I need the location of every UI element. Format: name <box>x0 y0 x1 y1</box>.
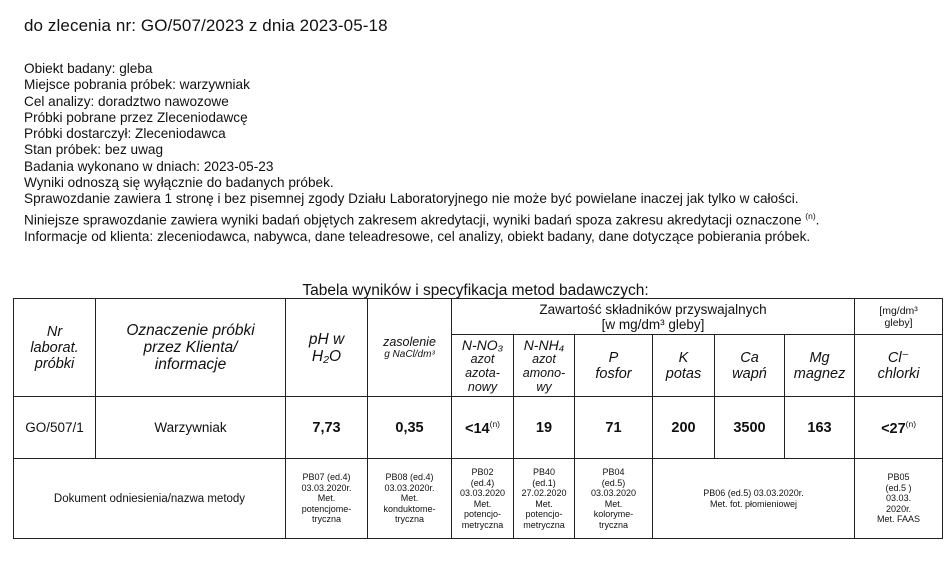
method-p: PB04 (ed.5) 03.03.2020 Met. koloryme- tryczna <box>575 459 653 539</box>
header-k: K potas <box>653 335 715 397</box>
header-mg: Mg magnez <box>785 335 855 397</box>
cell-mg: 163 <box>785 397 855 459</box>
accreditation-text: Niniejsze sprawozdanie zawiera wyniki badań objętych zakresem akredytacji, wyniki badań spoza zakresu akredytacji oznaczone <box>24 212 802 228</box>
info-line: Badania wykonano w dniach: 2023-05-23 <box>24 158 274 174</box>
cell-ph: 7,73 <box>286 397 368 459</box>
cell-sample: Warzywniak <box>96 397 286 459</box>
header-sample-id: Oznaczenie próbki przez Klienta/ informacje <box>96 299 286 397</box>
header-lab-no: Nr laborat. próbki <box>14 299 96 397</box>
results-table <box>13 298 943 539</box>
table-row <box>14 397 943 459</box>
accreditation-line <box>24 208 934 229</box>
header-ph: pH w H₂O <box>286 299 368 397</box>
header-ca: Ca wapń <box>715 335 785 397</box>
header-salinity: zasolenie g NaCl/dm³ <box>368 299 452 397</box>
order-line: do zlecenia nr: GO/507/2023 z dnia 2023-05-18 <box>24 16 388 35</box>
method-nh4: PB40 (ed.1) 27.02.2020 Met. potencjo- metryczna <box>514 459 575 539</box>
info-line: Sprawozdanie zawiera 1 stronę i bez pisemnej zgody Działu Laboratoryjnego nie może być powielane inaczej jak tylko w całości. <box>24 191 799 207</box>
cell-k: 200 <box>653 397 715 459</box>
info-line: Cel analizy: doradztwo nawozowe <box>24 93 229 109</box>
cell-cl: $<27^{(n)}$ <box>855 397 943 459</box>
methods-row <box>14 459 943 539</box>
header-nutrients-group: Zawartość składników przyswajalnych [w mg/dm³ gleby] <box>452 299 855 335</box>
table-caption: Tabela wyników i specyfikacja metod badawczych: <box>302 282 649 299</box>
method-no3: PB02 (ed.4) 03.03.2020 Met. potencjo- metryczna <box>452 459 514 539</box>
info-line: Próbki pobrane przez Zleceniodawcę <box>24 109 248 125</box>
cell-ca: 3500 <box>715 397 785 459</box>
cell-nh4: 19 <box>514 397 575 459</box>
accreditation-end: . <box>815 212 820 228</box>
non-accredited-mark: (n) <box>905 418 917 429</box>
info-line: Wyniki odnoszą się wyłącznie do badanych próbek. <box>24 175 334 191</box>
header-nh4: N-NH₄ azot amono- wy <box>514 335 575 397</box>
cell-p: 71 <box>575 397 653 459</box>
method-ph: PB07 (ed.4) 03.03.2020r. Met. potencjome- tryczna <box>286 459 368 539</box>
info-line: Stan próbek: bez uwag <box>24 142 164 158</box>
client-info-line: Informacje od klienta: zleceniodawca, nabywca, dane teleadresowe, cel analizy, obiekt badany, dane dotyczące pobierania próbek. <box>24 228 811 244</box>
info-line: Próbki dostarczył: Zleceniodawca <box>24 126 226 142</box>
header-p: P fosfor <box>575 335 653 397</box>
method-k-ca: PB06 (ed.5) 03.03.2020r. Met. fot. płomieniowej <box>653 459 855 539</box>
header-no3: N-NO₃ azot azota- nowy <box>452 335 514 397</box>
header-chloride-unit: [mg/dm³ gleby] <box>855 299 943 335</box>
non-accredited-mark: (n) <box>489 418 500 429</box>
cell-no3: $<14^{(n)}$ <box>452 397 514 459</box>
method-mg: PB05 (ed.5 ) 03.03. 2020r. Met. FAAS <box>855 459 943 539</box>
report-info <box>24 61 934 245</box>
info-line: Obiekt badany: gleba <box>24 61 153 76</box>
info-line: Miejsce pobrania próbek: warzywniak <box>24 77 250 93</box>
cell-lab-no: GO/507/1 <box>14 397 96 459</box>
methods-label: Dokument odniesienia/nazwa metody <box>14 459 286 539</box>
accreditation-mark: (n) <box>805 210 816 221</box>
cell-salinity: 0,35 <box>368 397 452 459</box>
header-cl: Cl⁻ chlorki <box>855 335 943 397</box>
method-salinity: PB08 (ed.4) 03.03.2020r. Met. konduktome- tryczna <box>368 459 452 539</box>
